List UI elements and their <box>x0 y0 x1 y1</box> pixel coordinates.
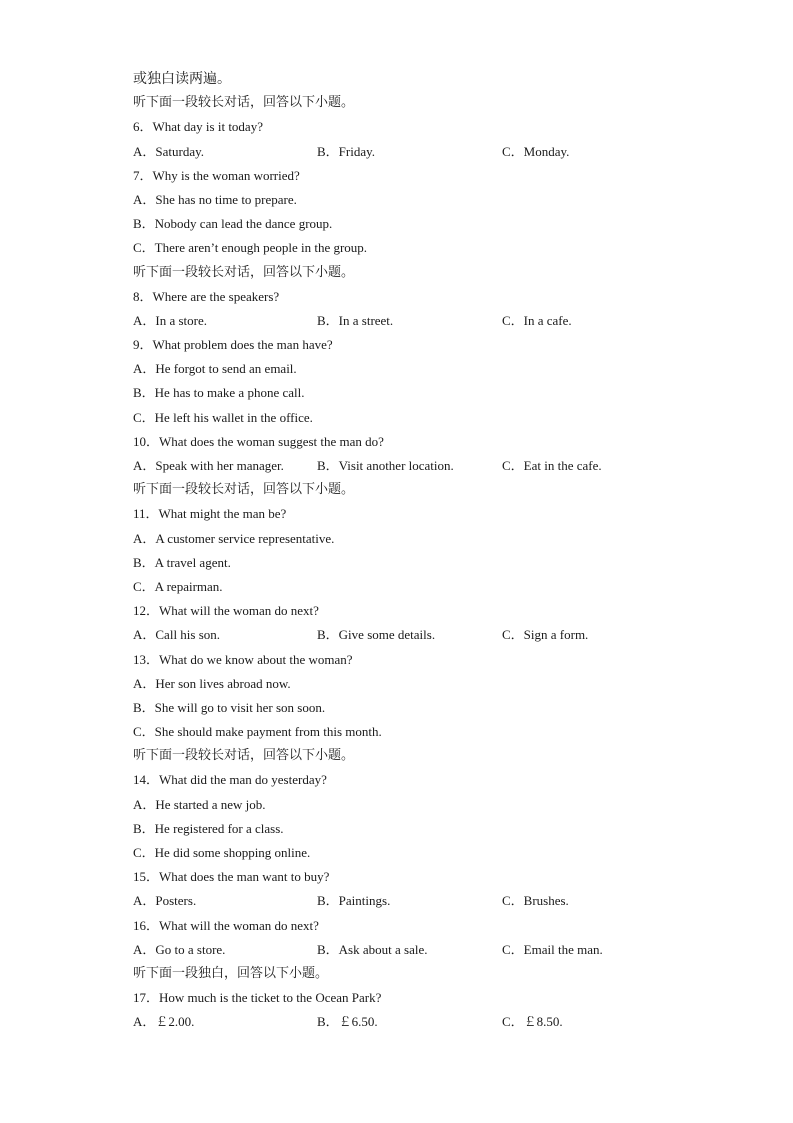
answer-option-b: B．Give some details. <box>317 627 436 643</box>
answer-option: C．He did some shopping online. <box>133 845 311 860</box>
question-text: 17．How much is the ticket to the Ocean Park? <box>133 990 382 1006</box>
answer-options-row <box>133 140 693 164</box>
answer-option: A．He started a new job. <box>133 796 266 812</box>
answer-options-row <box>133 889 693 913</box>
answer-option-a: A．Go to a store. <box>133 941 226 957</box>
answer-option-c: C．Monday. <box>502 143 570 159</box>
question-text: 13．What do we know about the woman? <box>133 651 353 667</box>
answer-option-a: A．￡2.00. <box>133 1014 195 1030</box>
question-text: 12．What will the woman do next? <box>133 603 319 619</box>
question-text: 11．What might the man be? <box>133 506 287 522</box>
document-page <box>133 67 693 1035</box>
question-text: 15．What does the man want to buy? <box>133 869 330 885</box>
answer-option: C．She should make payment from this month. <box>133 724 382 740</box>
answer-option-a: A．Posters. <box>133 893 197 909</box>
section-instruction: 听下面一段较长对话，回答以下小题。 <box>133 748 355 764</box>
answer-option: B．A travel agent. <box>133 554 231 570</box>
answer-option-b: B．Visit another location. <box>317 458 454 473</box>
question-text: 6．What day is it today? <box>133 119 263 135</box>
answer-option-b: B．￡6.50. <box>317 1014 378 1030</box>
answer-option-b: B．Ask about a sale. <box>317 941 428 957</box>
answer-option-c: C．￡8.50. <box>502 1014 563 1030</box>
answer-options-row <box>133 454 693 478</box>
question-list <box>133 91 693 1034</box>
answer-option-a: A．In a store. <box>133 312 208 328</box>
section-instruction: 听下面一段较长对话，回答以下小题。 <box>133 482 355 498</box>
answer-option: B．She will go to visit her son soon. <box>133 699 326 715</box>
answer-option: A．A customer service representative. <box>133 530 335 546</box>
answer-options-row <box>133 623 693 647</box>
answer-option: A．Her son lives abroad now. <box>133 675 291 691</box>
answer-option-c: C．Eat in the cafe. <box>502 458 602 473</box>
question-text: 10．What does the woman suggest the man do? <box>133 433 384 449</box>
answer-option: B．He has to make a phone call. <box>133 385 305 401</box>
answer-options-row <box>133 1010 693 1034</box>
answer-option-a: A．Call his son. <box>133 627 221 643</box>
section-instruction: 听下面一段独白，回答以下小题。 <box>133 965 329 981</box>
answer-option-b: B．Friday. <box>317 143 376 159</box>
answer-option: C．He left his wallet in the office. <box>133 409 313 425</box>
answer-option-a: A．Saturday. <box>133 143 205 159</box>
answer-option-a: A．Speak with her manager. <box>133 458 284 473</box>
answer-option-c: C．Sign a form. <box>502 627 589 643</box>
answer-option: B．He registered for a class. <box>133 820 284 836</box>
answer-options-row <box>133 309 693 333</box>
answer-option: A．He forgot to send an email. <box>133 361 297 377</box>
question-text: 16．What will the woman do next? <box>133 917 319 933</box>
answer-option-c: C．In a cafe. <box>502 312 572 328</box>
answer-option: C．There aren’t enough people in the group. <box>133 240 368 256</box>
answer-option-c: C．Brushes. <box>502 893 569 909</box>
section-instruction: 听下面一段较长对话，回答以下小题。 <box>133 264 355 280</box>
answer-option-b: B．In a street. <box>317 312 394 328</box>
question-text: 14．What did the man do yesterday? <box>133 772 327 788</box>
intro-line: 或独白读两遍。 <box>133 71 231 87</box>
answer-option: A．She has no time to prepare. <box>133 191 297 207</box>
question-text: 7．Why is the woman worried? <box>133 167 300 183</box>
answer-option: B．Nobody can lead the dance group. <box>133 216 333 232</box>
answer-options-row <box>133 938 693 962</box>
answer-option-c: C．Email the man. <box>502 941 603 957</box>
answer-option: C．A repairman. <box>133 578 223 594</box>
answer-option-b: B．Paintings. <box>317 893 391 909</box>
section-instruction: 听下面一段较长对话，回答以下小题。 <box>133 95 355 111</box>
question-text: 8．Where are the speakers? <box>133 288 280 304</box>
question-text: 9．What problem does the man have? <box>133 337 333 353</box>
